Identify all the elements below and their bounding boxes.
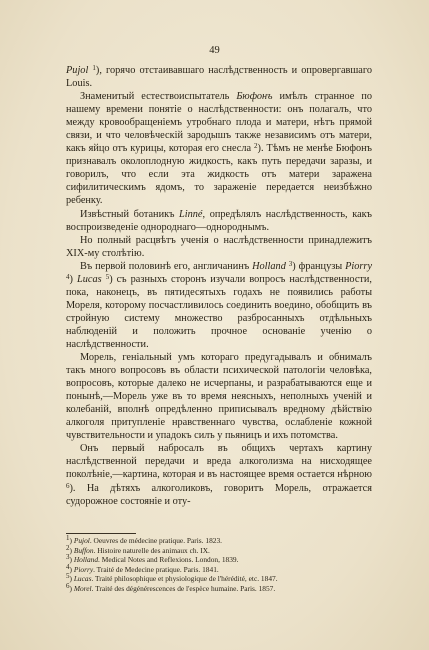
text-run: Морель, геніальный умъ котораго предугадывалъ и обнималъ такъ много вопросовъ въ области психической патологіи человѣка, вопросовъ, которые далеко не исчерпаны, и разрабатываются еще и понынѣ,—Морель уже въ то время неясныхъ, неполныхъ ученій и колебаній, вполнѣ опредѣленно приписывалъ вредному дѣйствію алкоголя притупленіе нравственнаго чувства, ослабленіе кожной чувствительности и упадокъ силъ у пьяницъ и ихъ потомства. bbox=[66, 352, 372, 442]
body-text bbox=[66, 64, 372, 508]
footnote bbox=[66, 574, 372, 584]
footnote-paren: ) bbox=[69, 536, 74, 545]
footnote-author: Holland bbox=[73, 555, 99, 565]
italic-name: Linné bbox=[179, 208, 203, 220]
footnote-text: Histoire naturelle des animaux ch. IX. bbox=[95, 545, 210, 555]
footnote-dot: . bbox=[98, 555, 100, 565]
footnote-paren: ) bbox=[69, 545, 74, 555]
italic-name: Бюфонъ bbox=[236, 91, 273, 103]
text-run: , опредѣлялъ наслѣдственность, какъ воспроизведеніе однороднаго—однороднымъ. bbox=[66, 208, 372, 233]
footnote-dot: . bbox=[89, 536, 92, 545]
text-run: Извѣстный ботаникъ bbox=[80, 208, 180, 220]
footnote-text: Medical Notes and Reflexions. London, 1839. bbox=[99, 555, 239, 565]
italic-name: Pujol bbox=[66, 65, 89, 76]
footnote-ref: 6 bbox=[66, 481, 70, 490]
paragraph bbox=[66, 234, 372, 260]
text-run: ). На дѣтяхъ алкоголиковъ, говоритъ Морель, отражается судорожное состояніе и оту- bbox=[66, 482, 372, 507]
footnote-number: 1 bbox=[66, 534, 70, 542]
footnote bbox=[66, 555, 372, 565]
paragraph bbox=[66, 442, 372, 507]
text-run: Знаменитый естествоиспытатель bbox=[80, 91, 237, 103]
text-run: имѣлъ странное по нашему времени понятіе о наслѣдственности: онъ полагалъ, что между кровообращеніемъ утробнаго плода и матери, нѣтъ прямой связи, и что человѣческій зародышъ также независимъ отъ матери, какъ яйцо отъ курицы, которая его снесла bbox=[66, 91, 373, 155]
footnote-ref: 1 bbox=[92, 64, 96, 72]
footnote-ref: 4 bbox=[66, 272, 70, 281]
text-run: ), горячо отстаивавшаго наслѣдственность и опровергавшаго Louis. bbox=[66, 65, 372, 90]
footnote-paren: ) bbox=[69, 555, 74, 565]
text-run: Онъ первый набросалъ въ общихъ чертахъ картину наслѣдственной передачи и вреда алкоголизма на нисходящее поколѣніе,—картина, которая и въ настоящее время остается нѣрною bbox=[66, 443, 372, 481]
text-run: ) bbox=[69, 273, 77, 285]
footnote-number: 6 bbox=[66, 581, 70, 590]
footnote-text: Traité des dégénérescences de l'espèce humaine. Paris. 1857. bbox=[93, 583, 276, 593]
footnote-paren: ) bbox=[69, 564, 74, 574]
text-run: Въ первой половинѣ его, англичанинъ bbox=[80, 260, 253, 272]
footnote-author: Buffon bbox=[73, 545, 94, 555]
text-run: ) французы bbox=[292, 260, 346, 272]
footnote-number: 3 bbox=[66, 553, 70, 562]
footnote-author: Pujol bbox=[73, 536, 90, 545]
footnote-text: Oeuvres de médecine pratique. Paris. 1823. bbox=[91, 536, 223, 545]
footnote-text: Traité philosophique et physiologique de l'hérédité, etc. 1847. bbox=[93, 574, 278, 584]
footnote-ref: 5 bbox=[105, 272, 110, 281]
footnote bbox=[66, 536, 372, 546]
footnotes bbox=[66, 536, 372, 594]
footnote-number: 4 bbox=[66, 562, 70, 571]
footnote-ref: 2 bbox=[254, 142, 258, 151]
footnote bbox=[66, 581, 372, 594]
paragraph bbox=[66, 260, 372, 351]
footnote bbox=[66, 543, 372, 556]
footnote-dot: . bbox=[91, 574, 94, 584]
footnote bbox=[66, 562, 372, 575]
page-number: 49 bbox=[209, 45, 220, 56]
text-run: ). Тѣмъ не менѣе Бюфонъ признавалъ околоплодную жидкость, какъ путь передачи заразы, и говорилъ, что если эта жидкость отъ матери заражена сифилитическимъ ядомъ, то зараженіе передается неизбѣжно ребенку. bbox=[66, 143, 373, 207]
footnote-author: Piorry bbox=[73, 564, 94, 574]
footnote-number: 2 bbox=[66, 543, 70, 552]
paragraph bbox=[66, 351, 372, 442]
footnote-text: Traité de Medecine pratique. Paris. 1841. bbox=[94, 564, 219, 574]
footnote-paren: ) bbox=[69, 574, 74, 584]
footnote-divider bbox=[66, 533, 136, 534]
paragraph bbox=[66, 64, 372, 90]
italic-name: Holland bbox=[252, 260, 286, 272]
footnote-dot: . bbox=[93, 564, 95, 574]
footnote-dot: . bbox=[93, 545, 96, 555]
footnote-dot: . bbox=[91, 583, 94, 593]
text-run: ) съ разныхъ сторонъ изучали вопросъ наслѣдственности, пока, наконецъ, въ пятидесятыхъ годахъ не появились работы Мореля, которому посчастливилось соединить воедино, обобщить въ стройную систему множество разбросанныхъ отдѣльныхъ наблюденій и положить прочное основаніе ученію о наслѣдственности. bbox=[66, 273, 372, 350]
text-run: Но полный расцвѣтъ ученія о наслѣдственности принадлежитъ XIX-му столѣтію. bbox=[66, 234, 372, 259]
footnote-author: Lucas bbox=[73, 574, 92, 584]
footnote-number: 5 bbox=[66, 572, 70, 581]
footnote-paren: ) bbox=[69, 583, 74, 593]
italic-name: Piorry bbox=[345, 260, 373, 272]
footnote-ref: 3 bbox=[288, 259, 293, 268]
footnote-author: Morel bbox=[73, 583, 92, 593]
paragraph bbox=[66, 90, 372, 207]
paragraph bbox=[66, 208, 372, 234]
italic-name: Lucas bbox=[77, 273, 102, 285]
